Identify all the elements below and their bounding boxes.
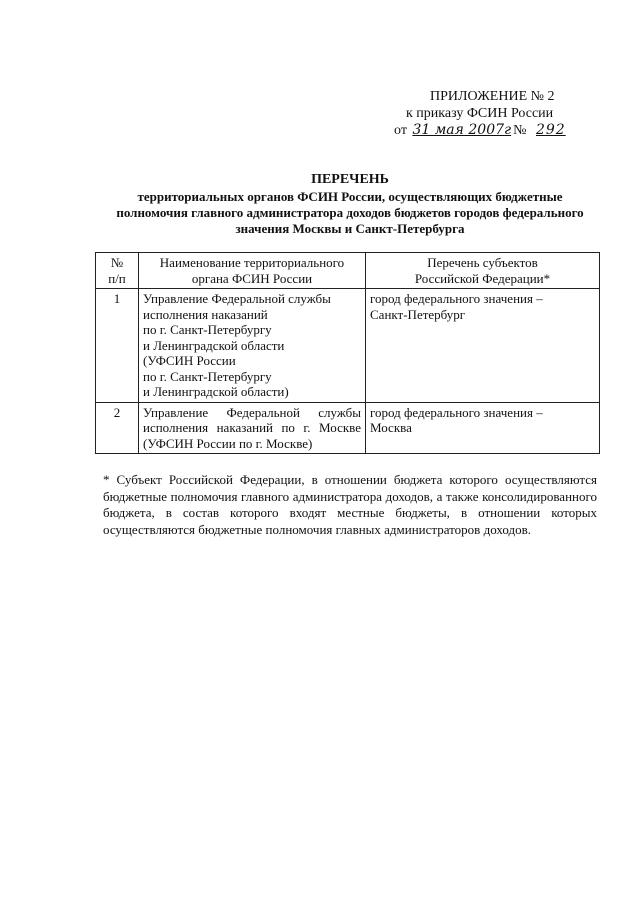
handwritten-number: 292 [535,122,566,138]
appendix-block [394,88,594,139]
row-subject [366,402,600,454]
cell-line: и Ленинградской области) [143,384,289,399]
row-organ-name: Управление Федеральной службы исполнения наказаний по г. Москве (УФСИН России по г. Москве) [139,402,366,454]
header-text: Перечень субъектов [427,255,538,270]
table-row [96,402,600,454]
table-header-row [96,253,600,289]
cell-line: город федерального значения – [370,291,543,306]
cell-line: и Ленинградской области [143,337,285,353]
cell-line: (УФСИН России [143,353,236,368]
from-label: от [394,123,407,138]
appendix-order-ref: к приказу ФСИН России [406,106,554,121]
cell-line: Москва [370,420,412,435]
number-label: № [513,123,527,138]
cell-line: город федерального значения – [370,404,543,420]
header-organ-name [139,253,366,289]
cell-line: по г. Санкт-Петербургу [143,368,272,384]
header-text: Российской Федерации* [414,270,551,286]
cell-line: по г. Санкт-Петербургу [143,322,272,337]
heading-subtitle-line: территориальных органов ФСИН России, осуществляющих бюджетные [137,189,563,204]
row-organ-name [139,289,366,403]
document-heading [90,172,610,237]
handwritten-date: 31 мая 2007г [412,122,512,138]
organs-table [95,252,600,454]
cell-line: Управление Федеральной службы [143,291,331,306]
row-number: 1 [96,289,139,403]
heading-title: ПЕРЕЧЕНЬ [311,172,389,187]
cell-line: Санкт-Петербург [370,306,466,322]
heading-subtitle-line: значения Москвы и Санкт-Петербурга [235,221,465,236]
heading-subtitle-line: полномочия главного администратора доходов бюджетов городов федерального [116,205,584,220]
header-text: органа ФСИН России [191,270,313,286]
cell-line: исполнения наказаний [143,306,268,322]
appendix-date-line [394,122,594,139]
header-subjects [366,253,600,289]
header-number [96,253,139,289]
footnote: * Субъект Российской Федерации, в отношении бюджета которого осуществляются бюджетные полномочия главного администратора доходов, а также консолидированного бюджета, в состав которого входят местные бюджеты, в отношении которых осуществляются бюджетные полномочия главных администраторов доходов. [103,472,597,537]
header-text: п/п [108,270,126,286]
header-text: Наименование территориального [159,255,345,270]
row-number: 2 [96,402,139,454]
header-text: № [110,255,124,270]
appendix-title: ПРИЛОЖЕНИЕ № 2 [430,89,555,104]
row-subject [366,289,600,403]
table-row [96,289,600,403]
